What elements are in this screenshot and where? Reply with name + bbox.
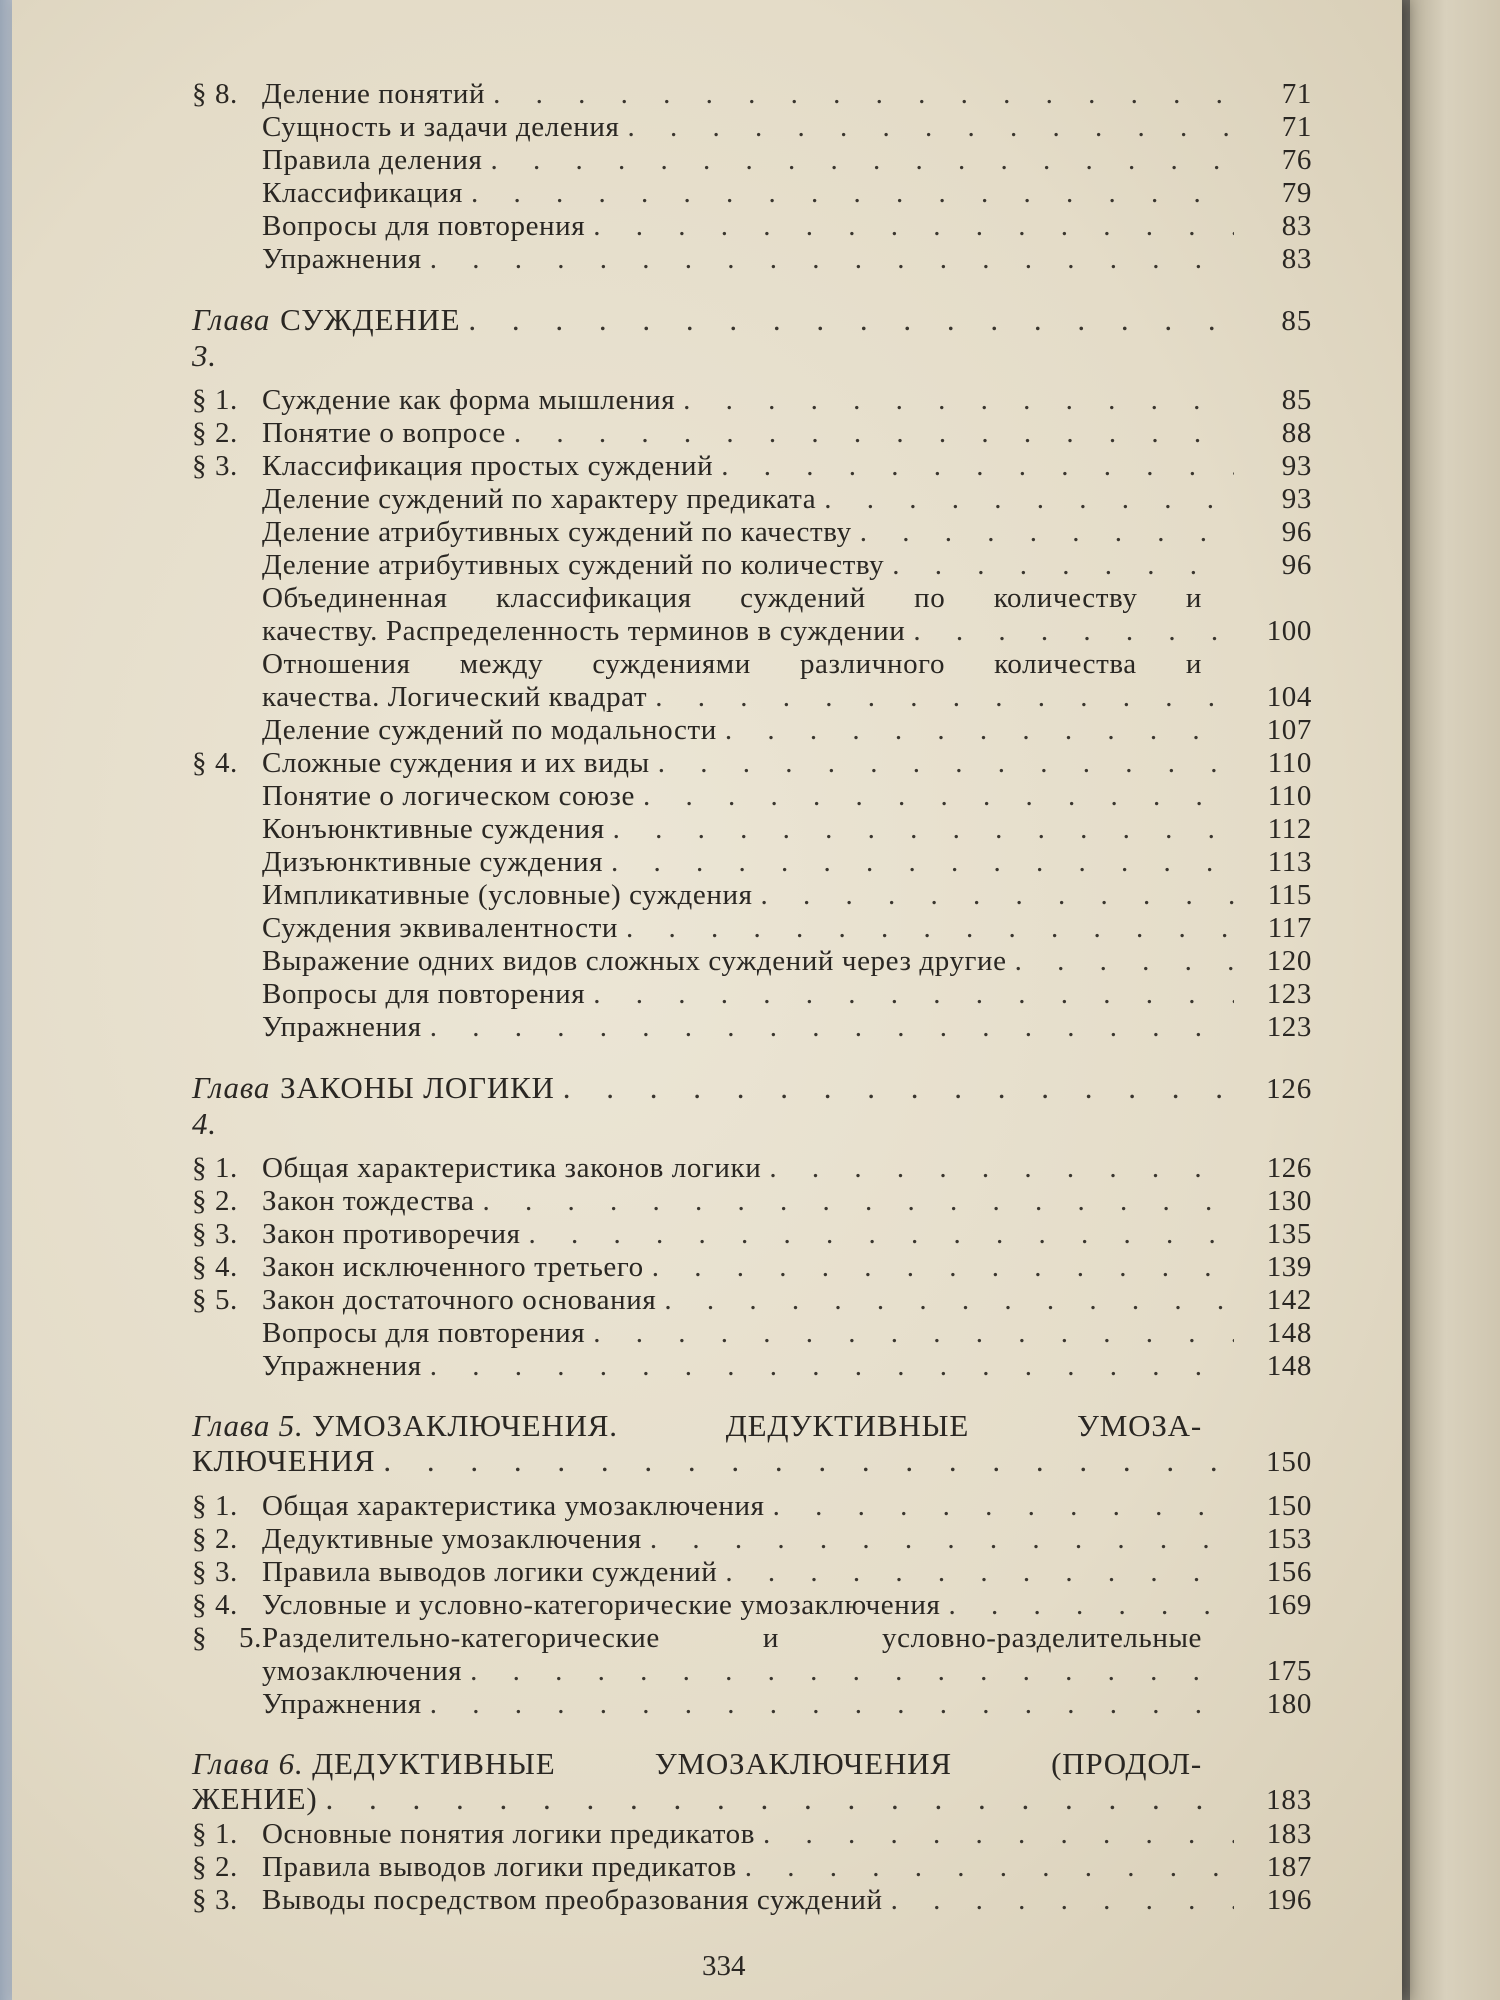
dot-leader xyxy=(725,714,1234,747)
entry-title: Понятие о логическом союзе xyxy=(262,780,635,812)
dot-leader xyxy=(514,417,1234,450)
dot-leader xyxy=(769,1152,1234,1185)
toc-entry xyxy=(192,1185,1312,1218)
chapter-title-part: ДЕДУКТИВНЫЕ xyxy=(312,1746,556,1781)
dot-leader xyxy=(430,1011,1234,1044)
toc-entry xyxy=(192,879,1312,912)
entry-page: 71 xyxy=(1281,111,1312,143)
toc-entry xyxy=(192,1011,1312,1044)
entry-page: 142 xyxy=(1266,1284,1312,1316)
entry-page: 113 xyxy=(1267,846,1312,878)
dot-leader xyxy=(892,549,1234,582)
entry-title: Вопросы для повторения xyxy=(262,978,586,1010)
toc-entry xyxy=(192,1818,1312,1851)
entry-title: Закон исключенного третьего xyxy=(262,1251,644,1283)
dot-leader xyxy=(611,846,1234,879)
chapter-4-entries xyxy=(192,1152,1312,1383)
dot-leader xyxy=(493,78,1234,111)
entry-page: 76 xyxy=(1281,144,1312,176)
chapter-title: СУЖДЕНИЕ xyxy=(280,302,461,337)
entry-title: Деление атрибутивных суждений по количеству xyxy=(262,549,885,581)
entry-number: § 1. xyxy=(192,1490,238,1522)
entry-page: 130 xyxy=(1266,1185,1312,1217)
entry-number: § 5. xyxy=(192,1622,262,1654)
chapter-title-part: ДЕДУКТИВНЫЕ xyxy=(725,1408,970,1443)
entry-number: § 1. xyxy=(192,384,238,416)
entry-number: § 4. xyxy=(192,747,238,779)
dot-leader xyxy=(326,1781,1234,1817)
entry-page: 117 xyxy=(1267,912,1312,944)
entry-title: Правила выводов логики предикатов xyxy=(262,1851,737,1883)
entry-title: Упражнения xyxy=(262,243,422,275)
entry-page: 175 xyxy=(1266,1655,1312,1687)
entry-title: Импликативные (условные) суждения xyxy=(262,879,753,911)
dot-leader xyxy=(643,780,1234,813)
entry-title-line2: умозаключения xyxy=(262,1655,463,1687)
entry-page: 183 xyxy=(1266,1818,1312,1850)
entry-title: Понятие о вопросе xyxy=(262,417,506,449)
toc-entry xyxy=(192,747,1312,780)
dot-leader xyxy=(948,1589,1234,1622)
entry-page: 88 xyxy=(1281,417,1312,449)
chapter-label: Глава 3. xyxy=(192,302,271,373)
toc-entry xyxy=(192,714,1312,747)
entry-title: Деление понятий xyxy=(262,78,486,110)
toc-entry xyxy=(192,1523,1312,1556)
entry-page: 153 xyxy=(1266,1523,1312,1555)
toc-entry xyxy=(192,1884,1312,1917)
entry-page: 104 xyxy=(1266,681,1312,713)
toc-entry xyxy=(192,177,1312,210)
entry-number: § 2. xyxy=(192,417,238,449)
page-number: 334 xyxy=(702,1950,746,1982)
chapter-4-heading xyxy=(192,1070,1312,1142)
dot-leader xyxy=(383,1443,1234,1479)
toc-entry xyxy=(192,111,1312,144)
chapter-3-entries xyxy=(192,384,1312,582)
toc-entry xyxy=(192,1152,1312,1185)
dot-leader xyxy=(860,516,1234,549)
entry-title: Закон противоречия xyxy=(262,1218,521,1250)
dot-leader xyxy=(652,1251,1234,1284)
table-of-contents xyxy=(192,78,1312,1917)
entry-page: 83 xyxy=(1281,210,1312,242)
entry-page: 169 xyxy=(1266,1589,1312,1621)
toc-entry-multiline xyxy=(192,582,1312,648)
toc-entry xyxy=(192,450,1312,483)
entry-page: 148 xyxy=(1266,1317,1312,1349)
entry-title: Общая характеристика умозаключения xyxy=(262,1490,765,1522)
chapter-3-entries-cont xyxy=(192,714,1312,1044)
toc-entry xyxy=(192,1350,1312,1383)
entry-number: § 3. xyxy=(192,1556,238,1588)
toc-entry xyxy=(192,945,1312,978)
toc-entry xyxy=(192,1490,1312,1523)
toc-entry xyxy=(192,549,1312,582)
chapter-title-part: УМОЗАКЛЮЧЕНИЯ xyxy=(654,1746,952,1781)
entry-number: § 8. xyxy=(192,78,238,110)
dot-leader xyxy=(824,483,1234,516)
chapter-page: 150 xyxy=(1266,1446,1312,1478)
entry-page: 180 xyxy=(1266,1688,1312,1720)
toc-entry-multiline xyxy=(192,1622,1312,1688)
dot-leader xyxy=(721,450,1234,483)
dot-leader xyxy=(725,1556,1234,1589)
dot-leader xyxy=(1015,945,1234,978)
entry-page: 100 xyxy=(1266,615,1312,647)
dot-leader xyxy=(683,384,1234,417)
entry-number: § 3. xyxy=(192,450,238,482)
entry-page: 115 xyxy=(1267,879,1312,911)
chapter-label: Глава 6. xyxy=(192,1746,304,1781)
entry-title: Сущность и задачи деления xyxy=(262,111,620,143)
dot-leader xyxy=(763,1818,1234,1851)
dot-leader xyxy=(470,1655,1234,1688)
toc-entry xyxy=(192,78,1312,111)
entry-page: 156 xyxy=(1266,1556,1312,1588)
dot-leader xyxy=(761,879,1234,912)
entry-number: § 3. xyxy=(192,1884,238,1916)
entry-title: Упражнения xyxy=(262,1011,422,1043)
entry-number: § 2. xyxy=(192,1851,238,1883)
entry-title: Деление суждений по модальности xyxy=(262,714,717,746)
entry-page: 93 xyxy=(1281,483,1312,515)
toc-entry xyxy=(192,978,1312,1011)
entry-title: Конъюнктивные суждения xyxy=(262,813,605,845)
dot-leader xyxy=(627,111,1234,144)
entry-title: Упражнения xyxy=(262,1350,422,1382)
chapter-title-part: УМОЗАКЛЮЧЕНИЯ. xyxy=(312,1408,618,1443)
entry-page: 96 xyxy=(1281,549,1312,581)
dot-leader xyxy=(773,1490,1234,1523)
toc-entry xyxy=(192,1851,1312,1884)
toc-entry xyxy=(192,483,1312,516)
dot-leader xyxy=(563,1070,1234,1106)
entry-title: Классификация xyxy=(262,177,463,209)
chapter-page: 85 xyxy=(1281,305,1312,337)
toc-entry xyxy=(192,144,1312,177)
dot-leader xyxy=(650,1523,1234,1556)
chapter-title-part: УМОЗА- xyxy=(1077,1408,1202,1443)
entry-page: 196 xyxy=(1266,1884,1312,1916)
entry-number: § 3. xyxy=(192,1218,238,1250)
toc-entry xyxy=(192,1218,1312,1251)
toc-entry xyxy=(192,1284,1312,1317)
entry-title: Вопросы для повторения xyxy=(262,210,586,242)
entry-title-line2: качества. Логический квадрат xyxy=(262,681,648,713)
dot-leader xyxy=(913,615,1234,648)
entry-title: Основные понятия логики предикатов xyxy=(262,1818,755,1850)
entry-page: 96 xyxy=(1281,516,1312,548)
entry-page: 148 xyxy=(1266,1350,1312,1382)
entry-page: 123 xyxy=(1266,1011,1312,1043)
toc-entry xyxy=(192,1251,1312,1284)
dot-leader xyxy=(664,1284,1234,1317)
entry-page: 126 xyxy=(1266,1152,1312,1184)
entry-page: 79 xyxy=(1281,177,1312,209)
toc-entry xyxy=(192,1589,1312,1622)
entry-title: Вопросы для повторения xyxy=(262,1317,586,1349)
dot-leader xyxy=(468,302,1234,338)
entry-number: § 1. xyxy=(192,1818,238,1850)
entry-title: Деление атрибутивных суждений по качеству xyxy=(262,516,852,548)
toc-entry xyxy=(192,516,1312,549)
entry-number: § 2. xyxy=(192,1523,238,1555)
entry-title: Упражнения xyxy=(262,1688,422,1720)
entry-title: Дизъюнктивные суждения xyxy=(262,846,604,878)
dot-leader xyxy=(613,813,1234,846)
entry-page: 150 xyxy=(1266,1490,1312,1522)
entry-title: Выводы посредством преобразования суждений xyxy=(262,1884,883,1916)
toc-entry xyxy=(192,846,1312,879)
entry-title: Правила выводов логики суждений xyxy=(262,1556,718,1588)
toc-entry xyxy=(192,1688,1312,1721)
dot-leader xyxy=(482,1185,1234,1218)
toc-entry xyxy=(192,813,1312,846)
dot-leader xyxy=(891,1884,1234,1917)
entry-page: 135 xyxy=(1266,1218,1312,1250)
entry-page: 123 xyxy=(1266,978,1312,1010)
chapter-page: 126 xyxy=(1266,1073,1312,1105)
entry-number: § 4. xyxy=(192,1589,238,1621)
entry-title: Классификация простых суждений xyxy=(262,450,714,482)
entry-title: Дедуктивные умозаключения xyxy=(262,1523,642,1555)
entry-title-line1: Объединенная классификация суждений по количеству и xyxy=(262,582,1202,614)
dot-leader xyxy=(593,1317,1234,1350)
entry-title: Деление суждений по характеру предиката xyxy=(262,483,817,515)
entry-page: 83 xyxy=(1281,243,1312,275)
chapter-6-entries xyxy=(192,1818,1312,1917)
entry-page: 112 xyxy=(1267,813,1312,845)
chapter-6-heading xyxy=(192,1747,1312,1818)
entry-page: 93 xyxy=(1281,450,1312,482)
entry-title: Условные и условно-категорические умозаключения xyxy=(262,1589,941,1621)
dot-leader xyxy=(593,978,1234,1011)
entry-page: 139 xyxy=(1266,1251,1312,1283)
toc-entry xyxy=(192,384,1312,417)
toc-entry xyxy=(192,210,1312,243)
entry-title: Суждения эквивалентности xyxy=(262,912,618,944)
chapter-page: 183 xyxy=(1266,1784,1312,1816)
toc-entry xyxy=(192,1317,1312,1350)
toc-entry xyxy=(192,780,1312,813)
entry-title: Правила деления xyxy=(262,144,483,176)
entry-page: 120 xyxy=(1266,945,1312,977)
chapter-title-part: (ПРОДОЛ- xyxy=(1051,1746,1202,1781)
chapter-title-part: ЖЕНИЕ) xyxy=(192,1781,318,1816)
entry-page: 107 xyxy=(1266,714,1312,746)
toc-entry xyxy=(192,1556,1312,1589)
entry-title: Сложные суждения и их виды xyxy=(262,747,650,779)
chapter-5-entries-cont xyxy=(192,1688,1312,1721)
entry-page: 187 xyxy=(1266,1851,1312,1883)
book-page xyxy=(12,0,1402,2000)
chapter-3-heading xyxy=(192,302,1312,374)
toc-entry xyxy=(192,243,1312,276)
entry-title-line2: качеству. Распределенность терминов в суждении xyxy=(262,615,906,647)
toc-entry xyxy=(192,417,1312,450)
entry-number: § 2. xyxy=(192,1185,238,1217)
entry-number: § 5. xyxy=(192,1284,238,1316)
entry-page: 85 xyxy=(1281,384,1312,416)
entry-title: Закон тождества xyxy=(262,1185,475,1217)
dot-leader xyxy=(529,1218,1234,1251)
entry-page: 110 xyxy=(1267,780,1312,812)
toc-entry-multiline xyxy=(192,648,1312,714)
dot-leader xyxy=(430,1350,1234,1383)
chapter-5-heading xyxy=(192,1409,1312,1480)
dot-leader xyxy=(490,144,1234,177)
dot-leader xyxy=(626,912,1234,945)
dot-leader xyxy=(655,681,1234,714)
chapter-5-entries xyxy=(192,1490,1312,1622)
section-8-group xyxy=(192,78,1312,276)
entry-number: § 4. xyxy=(192,1251,238,1283)
chapter-label: Глава 4. xyxy=(192,1070,271,1141)
entry-title: Общая характеристика законов логики xyxy=(262,1152,762,1184)
entry-title: Закон достаточного основания xyxy=(262,1284,657,1316)
dot-leader xyxy=(471,177,1234,210)
entry-title: Выражение одних видов сложных суждений через другие xyxy=(262,945,1007,977)
dot-leader xyxy=(658,747,1234,780)
entry-page: 110 xyxy=(1267,747,1312,779)
entry-page: 71 xyxy=(1281,78,1312,110)
entry-title-line1: Отношения между суждениями различного количества и xyxy=(262,648,1202,680)
toc-entry xyxy=(192,912,1312,945)
entry-number: § 1. xyxy=(192,1152,238,1184)
dot-leader xyxy=(593,210,1234,243)
chapter-label: Глава 5. xyxy=(192,1408,304,1443)
dot-leader xyxy=(745,1851,1234,1884)
chapter-title: ЗАКОНЫ ЛОГИКИ xyxy=(280,1070,555,1105)
entry-title-line1: Разделительно-категорические и условно-разделительные xyxy=(262,1622,1202,1654)
dot-leader xyxy=(430,243,1234,276)
adjacent-page-edge xyxy=(1410,0,1500,2000)
chapter-title-part: КЛЮЧЕНИЯ xyxy=(192,1443,376,1478)
entry-title: Суждение как форма мышления xyxy=(262,384,676,416)
dot-leader xyxy=(430,1688,1234,1721)
